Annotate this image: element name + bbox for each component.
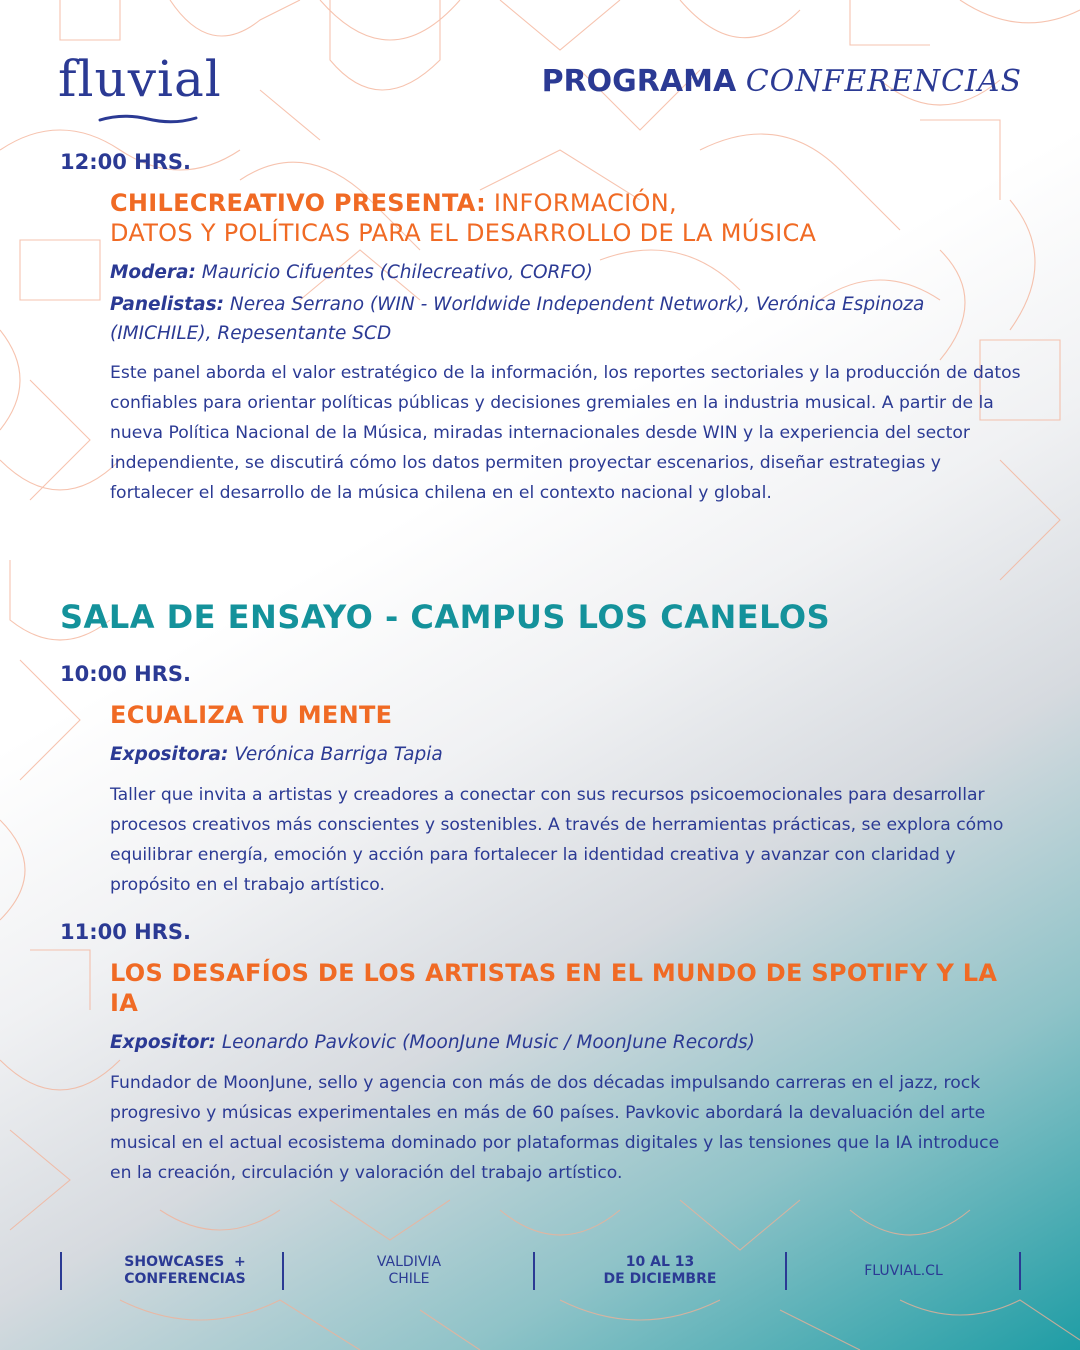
fluvial-logo	[58, 50, 228, 126]
panelists-label: Panelistas:	[110, 294, 225, 315]
session-2-description: Taller que invita a artistas y creadores a conectar con sus recursos psicoemocionales para desarrollar procesos creativos más conscientes y sostenibles. A través de herramientas prácticas, se explora cómo equilibrar energía, emoción y acción para fortalecer la identidad creativa y avanzar con claridad y propósito en el trabajo artístico.	[110, 785, 1004, 895]
session-1-time: 12:00 HRS.	[60, 150, 192, 174]
session-1-description: Este panel aborda el valor estratégico de la información, los reportes sectoriales y la producción de datos confiables para orientar políticas públicas y decisiones gremiales en la industria musical. A partir de la nueva Política Nacional de la Música, miradas internacionales desde WIN y la experiencia del sector independiente, se discutirá cómo los datos permiten proyectar escenarios, diseñar estrategias y fortalecer el desarrollo de la música chilena en el contexto nacional y global.	[110, 363, 1021, 503]
footer-website[interactable]	[787, 1252, 1020, 1290]
footer-location-country: CHILE	[388, 1271, 430, 1287]
moderator-label: Modera:	[110, 262, 196, 283]
header-title-italic: CONFERENCIAS	[745, 64, 1022, 99]
logo-wordmark: fluvial	[58, 50, 222, 108]
panelists-value: Nerea Serrano (WIN - Worldwide Independent Network), Verónica Espinoza (IMICHILE), Repesentante SCD	[110, 294, 925, 344]
footer-showcases-line1: SHOWCASES +	[124, 1254, 246, 1270]
speaker-value: Verónica Barriga Tapia	[228, 744, 443, 765]
session-1-panelists	[110, 290, 1020, 348]
session-3-speaker	[110, 1028, 1020, 1057]
footer-dates	[535, 1252, 785, 1290]
footer-bar	[60, 1252, 1022, 1290]
header-title-bold: PROGRAMA	[541, 64, 737, 99]
speaker-label: Expositora:	[110, 744, 229, 765]
footer-divider	[1019, 1252, 1021, 1290]
footer-website-link[interactable]: FLUVIAL.CL	[864, 1262, 943, 1279]
logo-wave-icon	[98, 112, 198, 126]
session-1-title	[110, 188, 1030, 248]
session-3-description: Fundador de MoonJune, sello y agencia con más de dos décadas impulsando carreras en el jazz, rock progresivo y músicas experimentales en más de 60 países. Pavkovic abordará la devaluación del arte musical en el actual ecosistema dominado por plataformas digitales y las tensiones que la IA introduce en la creación, circulación y valoración del trabajo artístico.	[110, 1073, 1000, 1183]
session-2-title: ECUALIZA TU MENTE	[110, 701, 393, 729]
footer-location	[284, 1252, 534, 1290]
session-2-speaker	[110, 740, 1020, 769]
session-2-time: 10:00 HRS.	[60, 662, 192, 686]
footer-showcases-line2: CONFERENCIAS	[124, 1271, 246, 1287]
session-3-title: LOS DESAFÍOS DE LOS ARTISTAS EN EL MUNDO DE SPOTIFY Y LA IA	[110, 959, 998, 1017]
session-1-title-rest: INFORMACIÓN,	[485, 189, 677, 217]
session-1-moderator	[110, 258, 1020, 287]
session-1-title-line2: DATOS Y POLÍTICAS PARA EL DESARROLLO DE LA MÚSICA	[110, 219, 817, 247]
venue-heading: SALA DE ENSAYO - CAMPUS LOS CANELOS	[60, 598, 831, 636]
speaker-value: Leonardo Pavkovic (MoonJune Music / MoonJune Records)	[215, 1032, 755, 1053]
footer-dates-line1: 10 AL 13	[625, 1254, 695, 1270]
footer-showcases	[60, 1252, 310, 1290]
speaker-label: Expositor:	[110, 1032, 216, 1053]
footer-dates-line2: DE DICIEMBRE	[603, 1271, 717, 1287]
moderator-value: Mauricio Cifuentes (Chilecreativo, CORFO)	[195, 262, 593, 283]
footer-location-city: VALDIVIA	[376, 1254, 442, 1270]
session-1-title-strong: CHILECREATIVO PRESENTA:	[110, 189, 486, 217]
session-3-time: 11:00 HRS.	[60, 920, 192, 944]
header-title	[542, 64, 1022, 99]
